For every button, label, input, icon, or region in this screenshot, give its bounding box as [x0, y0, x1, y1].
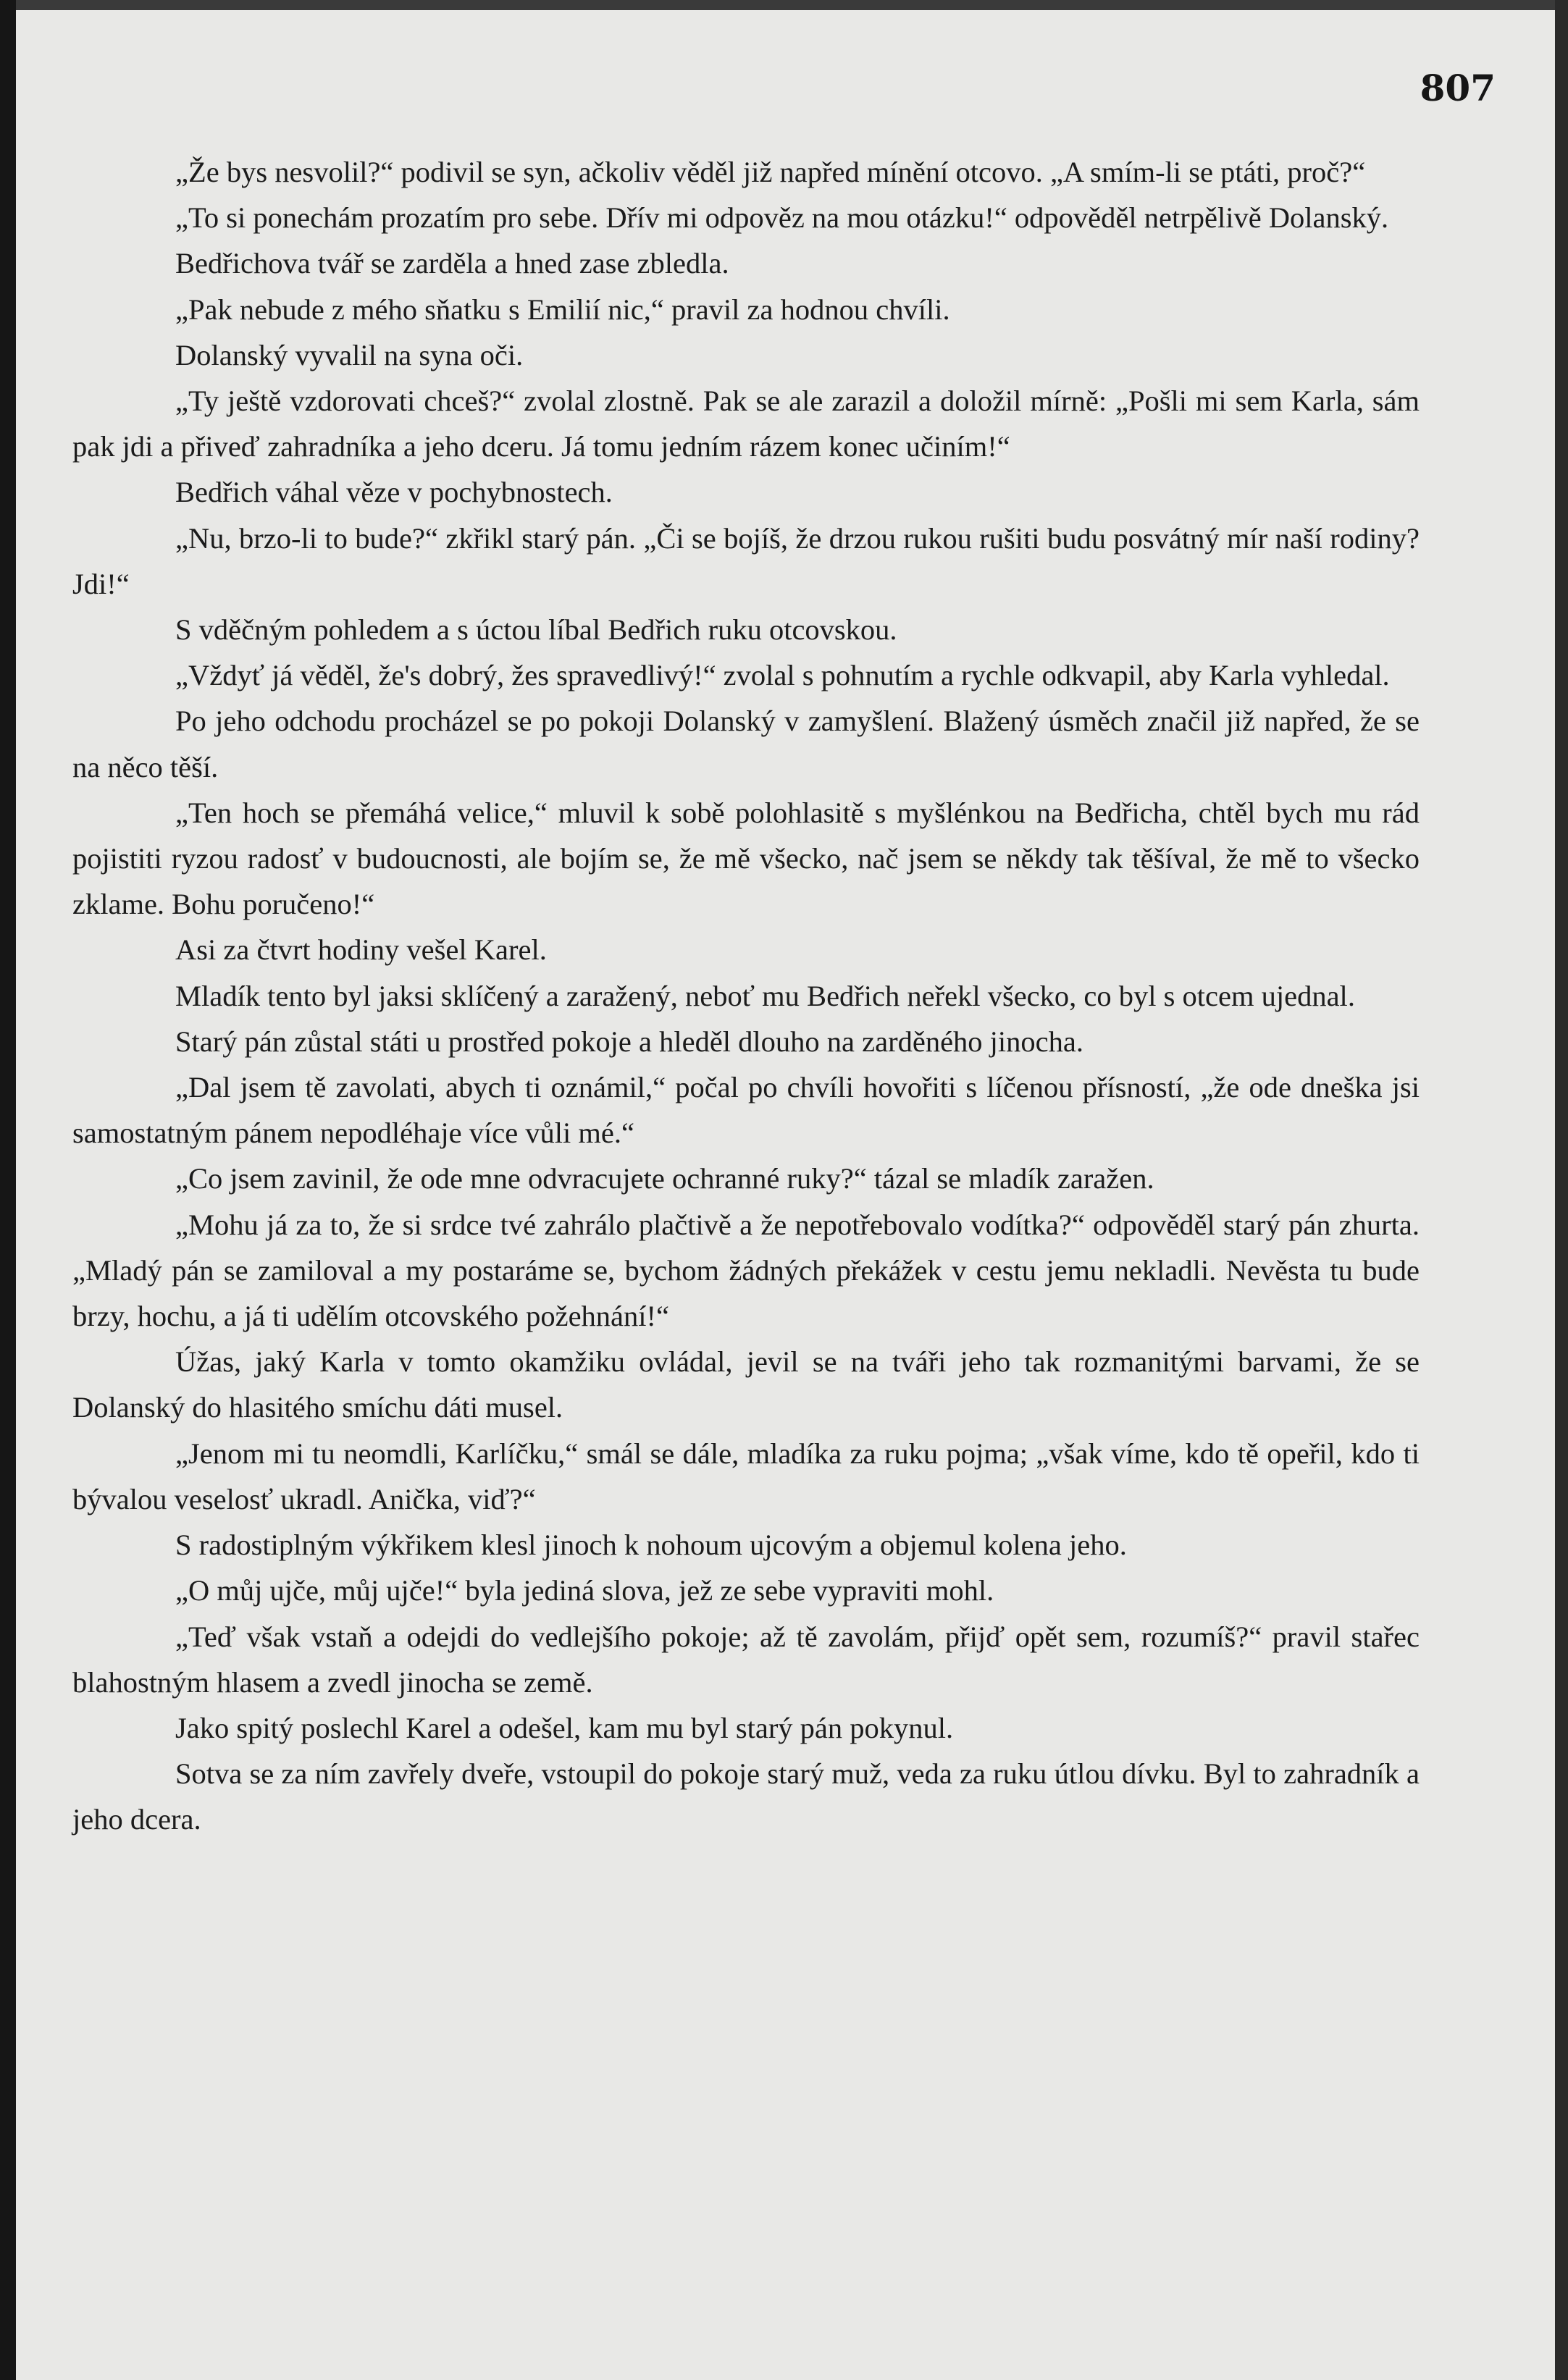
paragraph: Dolanský vyvalil na syna oči.	[175, 338, 524, 371]
page-body	[72, 149, 1420, 1843]
paragraph: Bedřich váhal věze v pochybnostech.	[175, 476, 613, 509]
paragraph: „Jenom mi tu neomdli, Karlíčku,“ smál se dále, mladíka za ruku pojma; „však víme, kdo tě opeřil, kdo ti bývalou veselosť ukradl. Anička, viď?“	[72, 1437, 1420, 1515]
paragraph: „Pak nebude z mého sňatku s Emilií nic,“ pravil za hodnou chvíli.	[175, 293, 950, 326]
paragraph: „Dal jsem tě zavolati, abych ti oznámil,“ počal po chvíli hovořiti s líčenou přísností, „že ode dneška jsi samostatným pánem nepodléhaje více vůli mé.“	[72, 1071, 1420, 1150]
paragraph: Jako spitý poslechl Karel a odešel, kam mu byl starý pán pokynul.	[175, 1711, 954, 1744]
paragraph: „Mohu já za to, že si srdce tvé zahrálo plačtivě a že nepotřebovalo vodítka?“ odpověděl starý pán zhurta. „Mladý pán se zamiloval a my postaráme se, bychom žádných překážek v cestu jemu nekladli. Nevěsta tu bude brzy, hochu, a já ti udělím otcovského požehnání!“	[72, 1208, 1420, 1333]
paragraph: Asi za čtvrt hodiny vešel Karel.	[175, 933, 547, 967]
paragraph: „Ten hoch se přemáhá velice,“ mluvil k sobě polohlasitě s myšlénkou na Bedřicha, chtěl bych mu rád pojistiti ryzou radosť v budoucnosti, ale bojím se, že mě všecko, nač jsem se někdy tak těšíval, že mě to všecko zklame. Bohu poručeno!“	[72, 796, 1420, 921]
scan-top-edge	[0, 0, 1568, 10]
paragraph: Úžas, jaký Karla v tomto okamžiku ovládal, jevil se na tváři jeho tak rozmanitými barvami, že se Dolanský do hlasitého smíchu dáti musel.	[72, 1345, 1420, 1424]
paragraph: „Co jsem zavinil, že ode mne odvracujete ochranné ruky?“ tázal se mladík zaražen.	[175, 1162, 1154, 1195]
paragraph: „Že bys nesvolil?“ podivil se syn, ačkoliv věděl již napřed mínění otcovo. „A smím-li se ptáti, proč?“	[175, 156, 1366, 188]
paragraph: S radostiplným výkřikem klesl jinoch k nohoum ujcovým a objemul kolena jeho.	[175, 1529, 1127, 1562]
paragraph: Sotva se za ním zavřely dveře, vstoupil do pokoje starý muž, veda za ruku útlou dívku. Byl to zahradník a jeho dcera.	[72, 1757, 1420, 1836]
page-number: 807	[1420, 67, 1496, 109]
scan-right-edge	[1555, 0, 1568, 2380]
paragraph: „Teď však vstaň a odejdi do vedlejšího pokoje; až tě zavolám, přijď opět sem, rozumíš?“ pravil stařec blahostným hlasem a zvedl jinocha se země.	[72, 1620, 1420, 1699]
paragraph: Mladík tento byl jaksi sklíčený a zaražený, neboť mu Bedřich neřekl všecko, co byl s otcem ujednal.	[175, 979, 1355, 1012]
paragraph: S vděčným pohledem a s úctou líbal Bedřich ruku otcovskou.	[175, 613, 897, 647]
paragraph: „Nu, brzo-li to bude?“ zkřikl starý pán. „Či se bojíš, že drzou rukou rušiti budu posvátný mír naší rodiny? Jdi!“	[72, 521, 1420, 600]
paragraph: Starý pán zůstal státi u prostřed pokoje a hleděl dlouho na zarděného jinocha.	[175, 1025, 1083, 1058]
book-page	[16, 10, 1555, 2380]
paragraph: „Vždyť já věděl, že's dobrý, žes spravedlivý!“ zvolal s pohnutím a rychle odkvapil, aby Karla vyhledal.	[175, 659, 1390, 692]
paragraph: „Ty ještě vzdorovati chceš?“ zvolal zlostně. Pak se ale zarazil a doložil mírně: „Pošli mi sem Karla, sám pak jdi a přiveď zahradníka a jeho dceru. Já tomu jedním rázem konec učiním!“	[72, 384, 1420, 463]
paragraph: „To si ponechám prozatím pro sebe. Dřív mi odpověz na mou otázku!“ odpověděl netrpělivě Dolanský.	[175, 201, 1389, 235]
paragraph: „O můj ujče, můj ujče!“ byla jediná slova, jež ze sebe vypraviti mohl.	[175, 1574, 994, 1607]
paragraph: Po jeho odchodu procházel se po pokoji Dolanský v zamyšlení. Blažený úsměch značil již napřed, že se na něco těší.	[72, 705, 1420, 783]
scan-left-edge	[0, 0, 16, 2380]
paragraph: Bedřichova tvář se zarděla a hned zase zbledla.	[175, 247, 729, 280]
